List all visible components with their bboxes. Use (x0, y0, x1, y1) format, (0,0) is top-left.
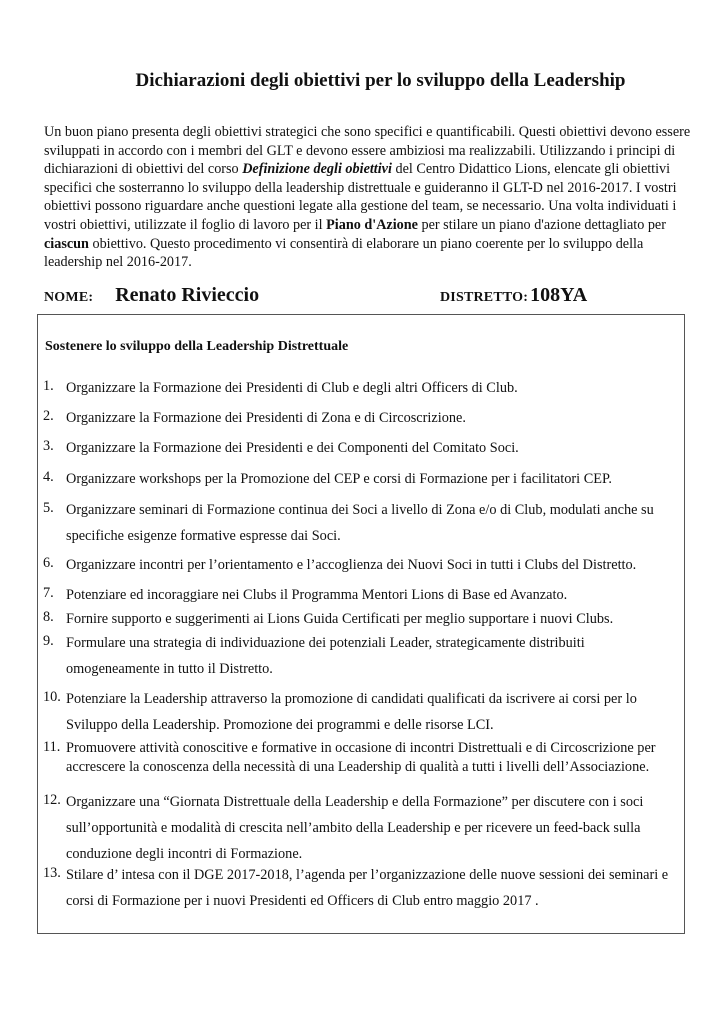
goal-number: 3. (43, 438, 54, 454)
goal-number: 12. (43, 792, 61, 808)
goal-text: Potenziare la Leadership attraverso la promozione di candidati qualificati da iscrivere ai corsi per lo Sviluppo della Leadership. Promozione dei programmi e delle risorse LCI. (66, 691, 637, 733)
goal-number: 13. (43, 865, 61, 881)
each-word: ciascun (44, 235, 89, 252)
goal-number: 9. (43, 633, 54, 649)
goal-item (43, 469, 678, 489)
district-value: 108YA (530, 284, 588, 306)
goal-number: 7. (43, 585, 54, 601)
goal-text: Organizzare incontri per l’orientamento e l’accoglienza dei Nuovi Soci in tutti i Clubs del Distretto. (66, 557, 637, 573)
section-title: Sostenere lo sviluppo della Leadership Distrettuale (45, 339, 349, 354)
goal-number: 5. (43, 500, 54, 516)
goal-text: Organizzare una “Giornata Distrettuale della Leadership e della Formazione” per discutere con i soci sull’opportunità e modalità di crescita nell’ambito della Leadership e per ricevere un feed-back sulla conduzione degli incontri di Formazione. (66, 794, 644, 862)
goal-item (43, 497, 678, 549)
goal-item (43, 630, 678, 682)
goal-text: Organizzare la Formazione dei Presidenti di Zona e di Circoscrizione. (66, 410, 466, 426)
goal-text: Organizzare workshops per la Promozione del CEP e corsi di Formazione per i facilitatori CEP. (66, 471, 612, 487)
goal-number: 4. (43, 469, 54, 485)
goal-item (43, 408, 678, 428)
goal-number: 11. (43, 739, 61, 755)
name-value: Renato Rivieccio (115, 284, 260, 306)
intro-text-2: del Centro Didattico Lions, elencate gli obiettivi specifici che sosterranno lo sviluppo della leadership distrettuale e guideranno il GLT-D nel 2016-2017. I vostri obiettivi possono riguardare anche questioni legate alla gestione del team, se necessario. Una volta individuati i vostri obiettivi, utilizzate il foglio di lavoro per il (44, 161, 677, 233)
intro-paragraph (44, 123, 694, 272)
intro-text-3: per stilare un piano d'azione dettagliato per (417, 216, 666, 233)
goal-number: 2. (43, 408, 54, 424)
goal-item (43, 555, 678, 575)
goal-text: Stilare d’ intesa con il DGE 2017-2018, l’agenda per l’organizzazione delle nuove sessioni dei seminari e corsi di Formazione per i nuovi Presidenti ed Officers di Club entro maggio 2017 . (66, 867, 669, 909)
worksheet-name: Piano d'Azione (326, 216, 418, 233)
goals-box (37, 314, 685, 934)
goal-number: 6. (43, 555, 54, 571)
goal-item (43, 862, 678, 914)
page-title: Dichiarazioni degli obiettivi per lo sviluppo della Leadership (135, 70, 626, 91)
goal-text: Organizzare la Formazione dei Presidenti e dei Componenti del Comitato Soci. (66, 440, 519, 456)
goal-text: Promuovere attività conoscitive e formative in occasione di incontri Distrettuali e di Circoscrizione per accrescere la conoscenza della necessità di una Leadership di qualità a tutti i livelli dell’Associazione. (66, 740, 656, 775)
goal-number: 1. (43, 378, 54, 394)
course-name: Definizione degli obiettivi (242, 161, 392, 178)
intro-text-1: Un buon piano presenta degli obiettivi strategici che sono specifici e quantificabili. Questi obiettivi devono essere sviluppati in accordo con i membri del GLT e devono essere ambiziosi ma realizzabili. Utilizzando i principi di dichiarazioni di obiettivi del corso (44, 124, 691, 178)
goal-item (43, 585, 678, 605)
goal-item (43, 686, 678, 738)
district-field (440, 284, 587, 307)
district-label: DISTRETTO: (440, 290, 529, 305)
goal-text: Formulare una strategia di individuazione dei potenziali Leader, strategicamente distribuiti omogeneamente in tutto il Distretto. (66, 635, 585, 677)
goal-item (43, 739, 678, 777)
goal-item (43, 789, 678, 867)
goal-item (43, 378, 678, 398)
intro-text-4: obiettivo. Questo procedimento vi consentirà di elaborare un piano coerente per lo sviluppo della leadership nel 2016-2017. (44, 235, 644, 271)
name-label: NOME: (44, 290, 94, 305)
goal-number: 8. (43, 609, 54, 625)
goal-text: Potenziare ed incoraggiare nei Clubs il Programma Mentori Lions di Base ed Avanzato. (66, 587, 568, 603)
meta-row (44, 282, 694, 312)
goal-text: Organizzare seminari di Formazione continua dei Soci a livello di Zona e/o di Club, modulati anche su specifiche esigenze formative espresse dai Soci. (66, 502, 654, 544)
goal-item (43, 438, 678, 458)
goal-text: Fornire supporto e suggerimenti ai Lions Guida Certificati per meglio supportare i nuovi Clubs. (66, 611, 614, 627)
goal-number: 10. (43, 689, 61, 705)
goal-item (43, 609, 678, 629)
name-field (44, 284, 259, 307)
goal-text: Organizzare la Formazione dei Presidenti di Club e degli altri Officers di Club. (66, 380, 518, 396)
